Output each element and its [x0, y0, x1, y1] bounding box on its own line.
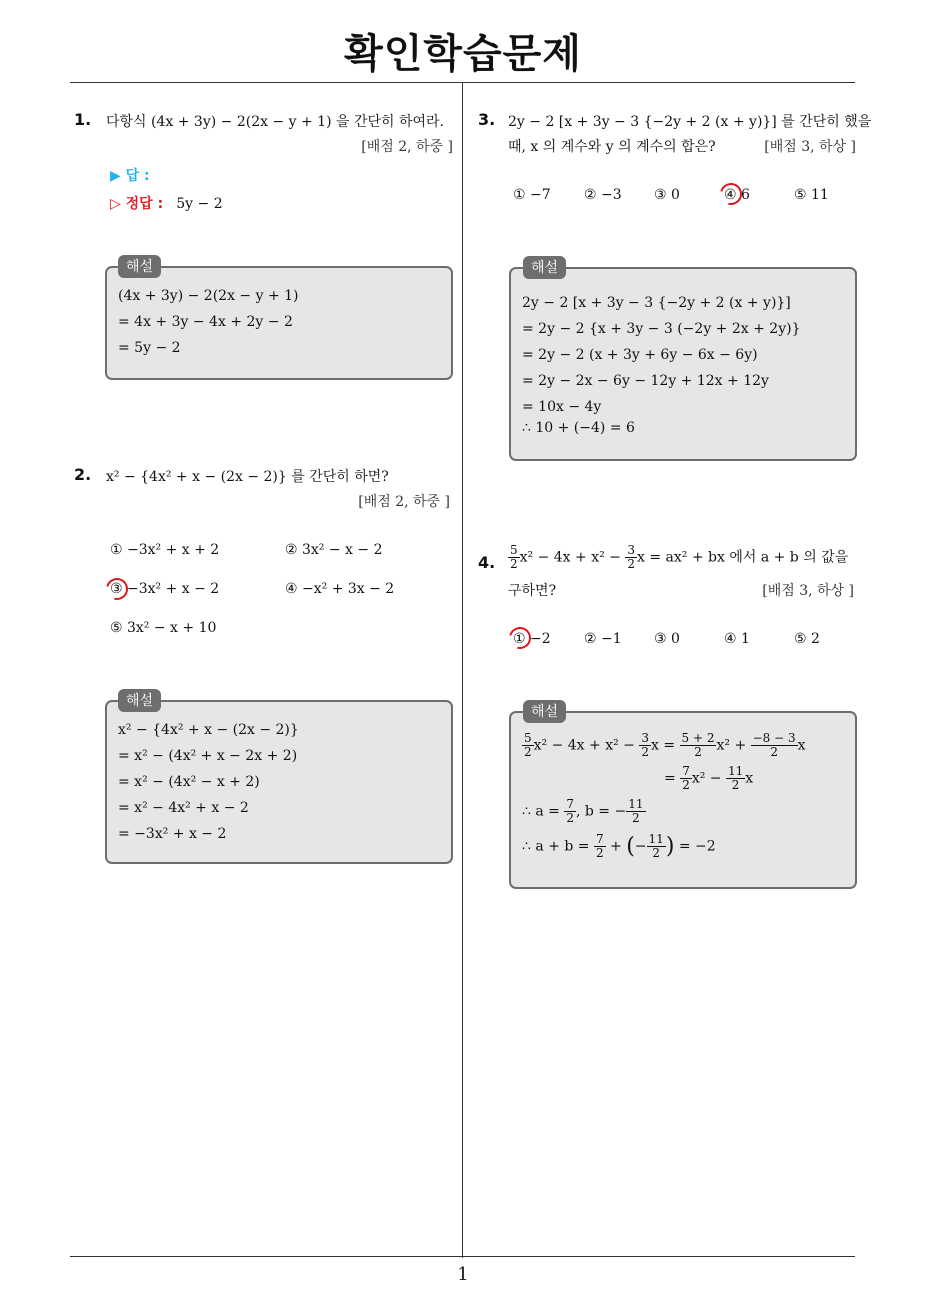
q4-choice-5[interactable]: ⑤ 2: [794, 631, 820, 647]
q3-solution-line: ∴ 10 + (−4) = 6: [522, 420, 635, 436]
correct-label: ▷ 정답 :: [110, 196, 164, 212]
question-4-solution-label: 해설: [523, 700, 566, 723]
q3-choice-2[interactable]: ② −3: [584, 187, 622, 203]
q4-answer-mark-icon: [505, 623, 535, 653]
q1-solution-line: = 4x + 3y − 4x + 2y − 2: [118, 314, 293, 330]
bottom-rule: [70, 1256, 855, 1257]
correct-value: 5y − 2: [176, 196, 223, 212]
q2-solution-line: = x² − 4x² + x − 2: [118, 800, 249, 816]
q1-solution-line: = 5y − 2: [118, 340, 181, 356]
q3-choice-3[interactable]: ③ 0: [654, 187, 680, 203]
q1-solution-line: (4x + 3y) − 2(2x − y + 1): [118, 288, 299, 304]
q4-choice-2[interactable]: ② −1: [584, 631, 622, 647]
q4-choice-4[interactable]: ④ 1: [724, 631, 750, 647]
q2-solution-line: = x² − (4x² + x − 2x + 2): [118, 748, 298, 764]
question-1-meta: [배점 2, 하중 ]: [361, 139, 453, 155]
correct-answer-row: [110, 193, 223, 213]
question-3-number: 3.: [478, 110, 496, 129]
question-3-text-line2: 때, x 의 계수와 y 의 계수의 합은?: [508, 139, 716, 155]
q2-choice-1[interactable]: ① −3x² + x + 2: [110, 542, 220, 558]
question-4-meta: [배점 3, 하상 ]: [762, 583, 854, 599]
question-3-meta: [배점 3, 하상 ]: [764, 139, 856, 155]
question-4-text-tail: = ax² + bx 에서 a + b 의 값을: [649, 549, 849, 566]
question-3-text-line1: 2y − 2 [x + 3y − 3 {−2y + 2 (x + y)}] 를 간단히 했을: [508, 114, 872, 130]
q3-choice-1[interactable]: ① −7: [513, 187, 551, 203]
q2-choice-5[interactable]: ⑤ 3x² − x + 10: [110, 620, 217, 636]
q3-solution-line: = 2y − 2x − 6y − 12y + 12x + 12y: [522, 373, 769, 389]
question-2-number: 2.: [74, 465, 92, 484]
q3-solution-line: = 10x − 4y: [522, 399, 602, 415]
q4-choice-1[interactable]: ① −2: [513, 631, 551, 647]
q2-answer-mark-icon: [102, 574, 132, 604]
question-2-meta: [배점 2, 하중 ]: [358, 494, 450, 510]
q3-solution-line: = 2y − 2 (x + 3y + 6y − 6x − 6y): [522, 347, 758, 363]
answer-label: ▶ 답 :: [110, 168, 150, 184]
q4-choice-3[interactable]: ③ 0: [654, 631, 680, 647]
q4-solution-line: $\frac{5}{2}$ x² − 4x + x² − $\frac{3}{2}$ x = $\frac{5 + 2}{2}$ x² + $\frac{-8 - 3}{2}$ x: [524, 731, 806, 759]
question-1-number: 1.: [74, 110, 92, 129]
question-3-solution-label: 해설: [523, 256, 566, 279]
page-number: 1: [457, 1264, 469, 1285]
q2-solution-line: x² − {4x² + x − (2x − 2)}: [118, 722, 299, 738]
question-4-text-line1: $\frac{5}{2}$ x² − 4x + x² − $\frac{3}{2}$ x = ax² + bx 에서 a + b 의 값을: [510, 543, 849, 571]
q2-choice-4[interactable]: ④ −x² + 3x − 2: [285, 581, 395, 597]
q3-answer-mark-icon: [716, 179, 746, 209]
question-4-number: 4.: [478, 553, 496, 572]
q4-solution-line: ∴ a = $\frac{7}{2}$ , b = − $\frac{11}{2}$: [522, 797, 644, 825]
q4-solution-line: ∴ a + b = $\frac{7}{2}$ + (− $\frac{11}{2}$ ) = −2: [522, 832, 716, 860]
q2-solution-line: = x² − (4x² − x + 2): [118, 774, 260, 790]
q3-solution-line: 2y − 2 [x + 3y − 3 {−2y + 2 (x + y)}]: [522, 295, 791, 311]
q4-solution-line: = $\frac{7}{2}$ x² − $\frac{11}{2}$ x: [664, 764, 754, 792]
page-title: 확인학습문제: [344, 31, 582, 77]
q2-choice-2[interactable]: ② 3x² − x − 2: [285, 542, 383, 558]
question-4-text-line2: 구하면?: [508, 583, 557, 599]
q3-solution-line: = 2y − 2 {x + 3y − 3 (−2y + 2x + 2y)}: [522, 321, 801, 337]
q2-solution-line: = −3x² + x − 2: [118, 826, 227, 842]
q2-choice-3[interactable]: ③ −3x² + x − 2: [110, 581, 220, 597]
question-1-solution-label: 해설: [118, 255, 161, 278]
q3-choice-5[interactable]: ⑤ 11: [794, 187, 829, 203]
column-divider: [462, 83, 463, 1258]
question-1-text: 다항식 (4x + 3y) − 2(2x − y + 1) 을 간단히 하여라.: [106, 114, 445, 130]
q3-choice-4[interactable]: ④ 6: [724, 187, 750, 203]
question-2-solution-label: 해설: [118, 689, 161, 712]
question-2-text: x² − {4x² + x − (2x − 2)} 를 간단히 하면?: [106, 469, 389, 485]
